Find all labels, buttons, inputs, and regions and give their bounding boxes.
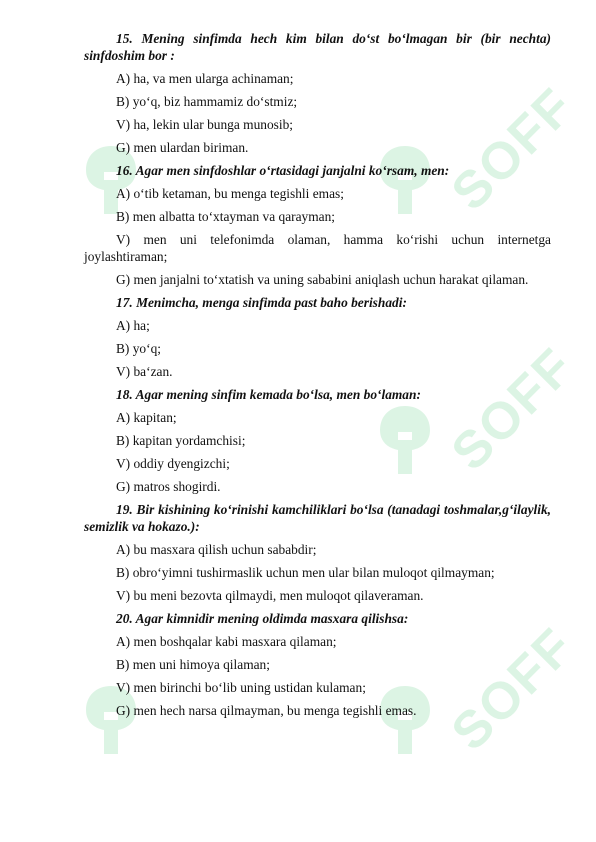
answer-option: B) obro‘yimni tushirmaslik uchun men ular bilan muloqot qilmayman; [116,565,495,580]
answer-option: V) ba‘zan. [116,364,173,379]
answer-option: A) kapitan; [116,410,177,425]
answer-option: B) kapitan yordamchisi; [116,433,246,448]
question-20: 20. Agar kimnidir mening oldimda masxara qilishsa: [116,611,409,626]
answer-option: G) men janjalni to‘xtatish va uning sababini aniqlash uchun harakat qilaman. [116,272,529,287]
question-15: 15. Mening sinfimda hech kim bilan do‘st bo‘lmagan bir (bir nechta) sinfdoshim bor : [84,31,551,63]
answer-option: B) yo‘q, biz hammamiz do‘stmiz; [116,94,298,109]
answer-option: B) men albatta to‘xtayman va qarayman; [116,209,336,224]
answer-option: V) men uni telefonimda olaman, hamma ko‘rishi uchun internetga joylashtiraman; [84,232,551,264]
answer-option: G) men ulardan biriman. [116,140,249,155]
answer-option: A) ha; [116,318,150,333]
answer-option: V) men birinchi bo‘lib uning ustidan kulaman; [116,680,366,695]
watermark-text: SOFF [440,76,586,222]
question-16: 16. Agar men sinfdoshlar o‘rtasidagi janjalni ko‘rsam, men: [116,163,450,178]
answer-option: B) yo‘q; [116,341,162,356]
answer-option: G) men hech narsa qilmayman, bu menga tegishli emas. [116,703,417,718]
answer-option: V) bu meni bezovta qilmaydi, men muloqot qilaveraman. [116,588,424,603]
answer-option: A) o‘tib ketaman, bu menga tegishli emas; [116,186,344,201]
answer-option: V) oddiy dyengizchi; [116,456,230,471]
question-18: 18. Agar mening sinfim kemada bo‘lsa, men bo‘laman: [116,387,421,402]
question-17: 17. Menimcha, menga sinfimda past baho berishadi: [116,295,407,310]
answer-option: A) ha, va men ularga achinaman; [116,71,294,86]
answer-option: G) matros shogirdi. [116,479,221,494]
watermark-text: SOFF [440,616,586,762]
answer-option: A) men boshqalar kabi masxara qilaman; [116,634,337,649]
watermark-text: SOFF [440,336,586,482]
answer-option: V) ha, lekin ular bunga munosib; [116,117,294,132]
question-19: 19. Bir kishining ko‘rinishi kamchiliklari bo‘lsa (tanadagi toshmalar,g‘ilaylik, semizlik va hokazo.): [84,502,551,534]
answer-option: A) bu masxara qilish uchun sababdir; [116,542,317,557]
answer-option: B) men uni himoya qilaman; [116,657,270,672]
document-page [84,30,551,725]
